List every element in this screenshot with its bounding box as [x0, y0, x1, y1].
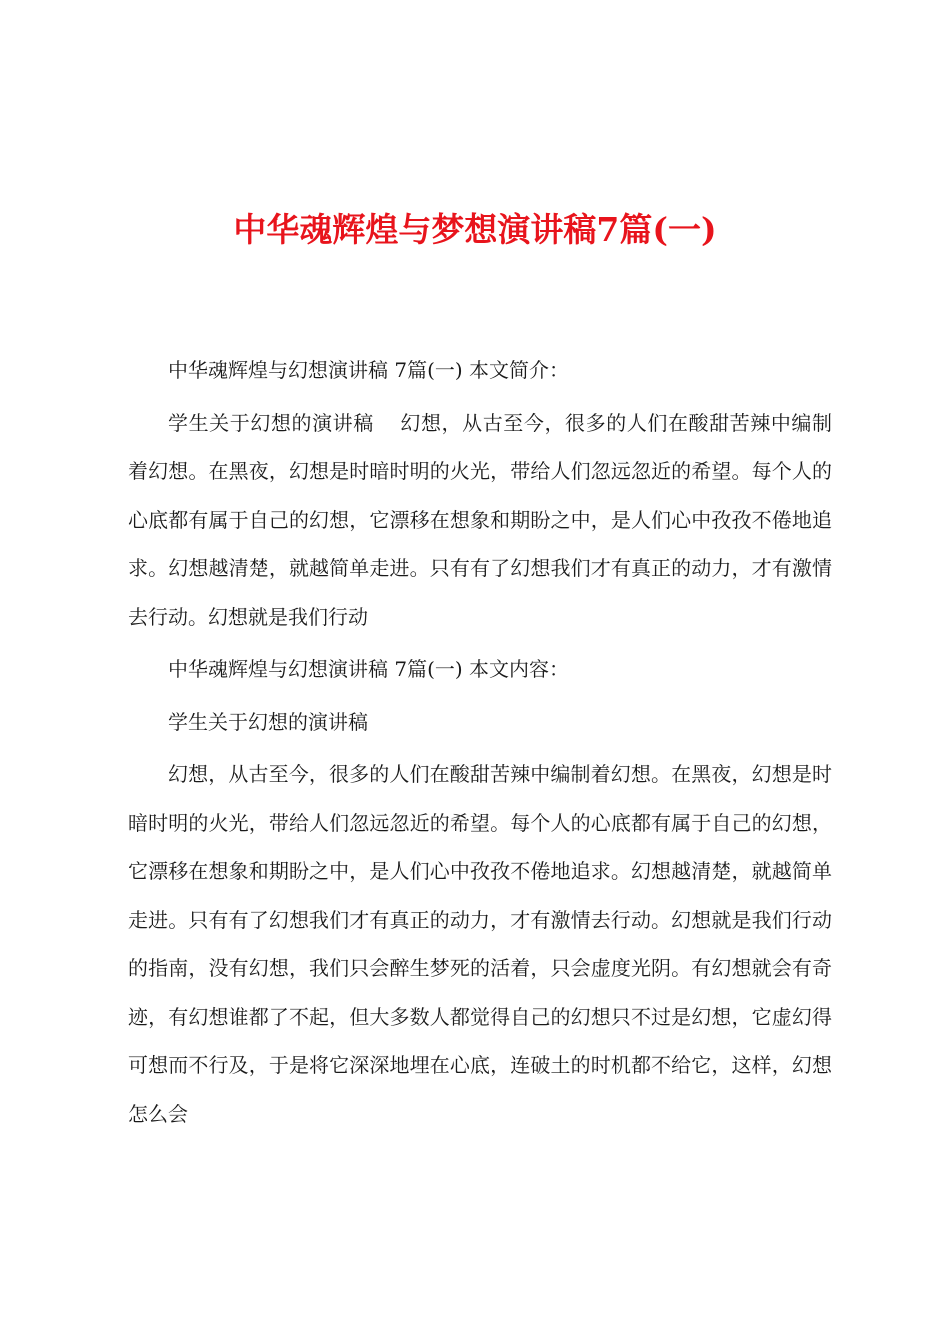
- content-subtitle: 学生关于幻想的演讲稿: [168, 709, 368, 734]
- document-title: 中华魂辉煌与梦想演讲稿7篇(一): [233, 210, 717, 249]
- summary-paragraph: [128, 399, 832, 642]
- summary-lead: 学生关于幻想的演讲稿: [168, 410, 374, 435]
- content-body: 幻想，从古至今，很多的人们在酸甜苦辣中编制着幻想。在黑夜，幻想是时暗时明的火光，带给人们忽远忽近的希望。每个人的心底都有属于自己的幻想，它漂移在想象和期盼之中，是人们心中孜孜不倦地追求。幻想越清楚，就越简单走进。只有有了幻想我们才有真正的动力，才有激情去行动。幻想就是我们行动的指南，没有幻想，我们只会醉生梦死的活着，只会虚度光阴。有幻想就会有奇迹，有幻想谁都了不起，但大多数人都觉得自己的幻想只不过是幻想，它虚幻得可想而不行及，于是将它深深地埋在心底，连破土的时机都不给它，这样，幻想怎么会: [128, 762, 832, 1126]
- summary-heading: 中华魂辉煌与幻想演讲稿 7篇(一) 本文简介：: [168, 358, 570, 382]
- content-heading: 中华魂辉煌与幻想演讲稿 7篇(一) 本文内容：: [168, 657, 570, 681]
- document-body: [128, 346, 832, 1142]
- summary-text: 幻想，从古至今，很多的人们在酸甜苦辣中编制着幻想。在黑夜，幻想是时暗时明的火光，带给人们忽远忽近的希望。每个人的心底都有属于自己的幻想，它漂移在想象和期盼之中，是人们心中孜孜不倦地追求。幻想越清楚，就越简单走进。只有有了幻想我们才有真正的动力，才有激情去行动。幻想就是我们行动: [128, 410, 833, 629]
